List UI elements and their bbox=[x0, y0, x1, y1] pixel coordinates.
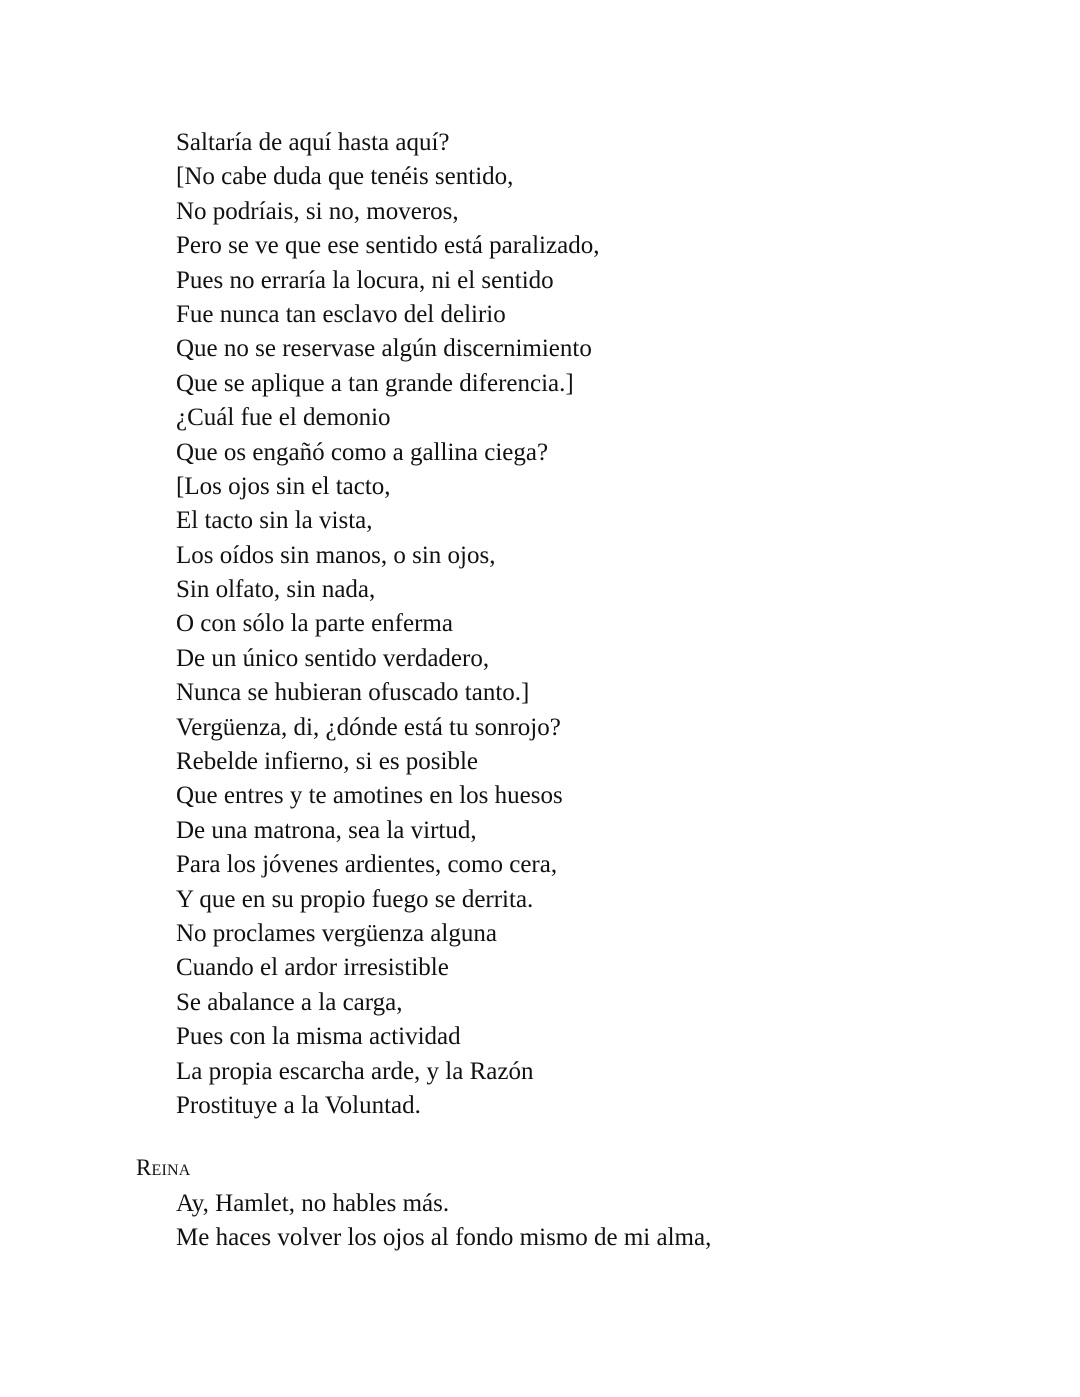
verse-line: De una matrona, sea la virtud, bbox=[176, 816, 477, 844]
verse-line: Que no se reservase algún discernimiento bbox=[176, 335, 592, 363]
verse-line: Nunca se hubieran ofuscado tanto.] bbox=[176, 679, 530, 707]
verse-line: Fue nunca tan esclavo del delirio bbox=[176, 300, 506, 328]
verse-line: Los oídos sin manos, o sin ojos, bbox=[176, 541, 496, 569]
verse-line: Rebelde infierno, si es posible bbox=[176, 748, 479, 776]
verse-line: [Los ojos sin el tacto, bbox=[176, 472, 391, 500]
verse-line: Que se aplique a tan grande diferencia.] bbox=[176, 369, 574, 397]
verse-line: Pues con la misma actividad bbox=[176, 1023, 461, 1051]
verse-line: Prostituye a la Voluntad. bbox=[176, 1091, 421, 1119]
verse-block bbox=[176, 126, 599, 1123]
verse-line: Que os engañó como a gallina ciega? bbox=[176, 438, 549, 466]
verse-line: Que entres y te amotines en los huesos bbox=[176, 782, 563, 810]
verse-line: Pero se ve que ese sentido está paralizado, bbox=[176, 232, 600, 260]
verse-line: ¿Cuál fue el demonio bbox=[176, 404, 391, 432]
speech-line: Ay, Hamlet, no hables más. bbox=[176, 1190, 450, 1217]
verse-line: No podríais, si no, moveros, bbox=[176, 197, 459, 225]
verse-line: Sin olfato, sin nada, bbox=[176, 576, 376, 604]
verse-line: [No cabe duda que tenéis sentido, bbox=[176, 163, 514, 191]
speaker-name: Reina bbox=[136, 1155, 191, 1180]
speech-block bbox=[176, 1187, 711, 1256]
verse-line: No proclames vergüenza alguna bbox=[176, 919, 497, 947]
verse-line: Saltaría de aquí hasta aquí? bbox=[176, 129, 450, 156]
verse-line: O con sólo la parte enferma bbox=[176, 610, 453, 638]
verse-line: Y que en su propio fuego se derrita. bbox=[176, 885, 534, 913]
verse-line: Se abalance a la carga, bbox=[176, 988, 403, 1016]
verse-line: Vergüenza, di, ¿dónde está tu sonrojo? bbox=[176, 713, 561, 741]
verse-line: Para los jóvenes ardientes, como cera, bbox=[176, 851, 558, 879]
verse-line: Pues no erraría la locura, ni el sentido bbox=[176, 266, 554, 294]
verse-line: De un único sentido verdadero, bbox=[176, 644, 490, 672]
verse-line: Cuando el ardor irresistible bbox=[176, 954, 449, 982]
verse-line: La propia escarcha arde, y la Razón bbox=[176, 1057, 534, 1085]
verse-line: El tacto sin la vista, bbox=[176, 507, 373, 535]
speech-line: Me haces volver los ojos al fondo mismo de mi alma, bbox=[176, 1224, 712, 1252]
